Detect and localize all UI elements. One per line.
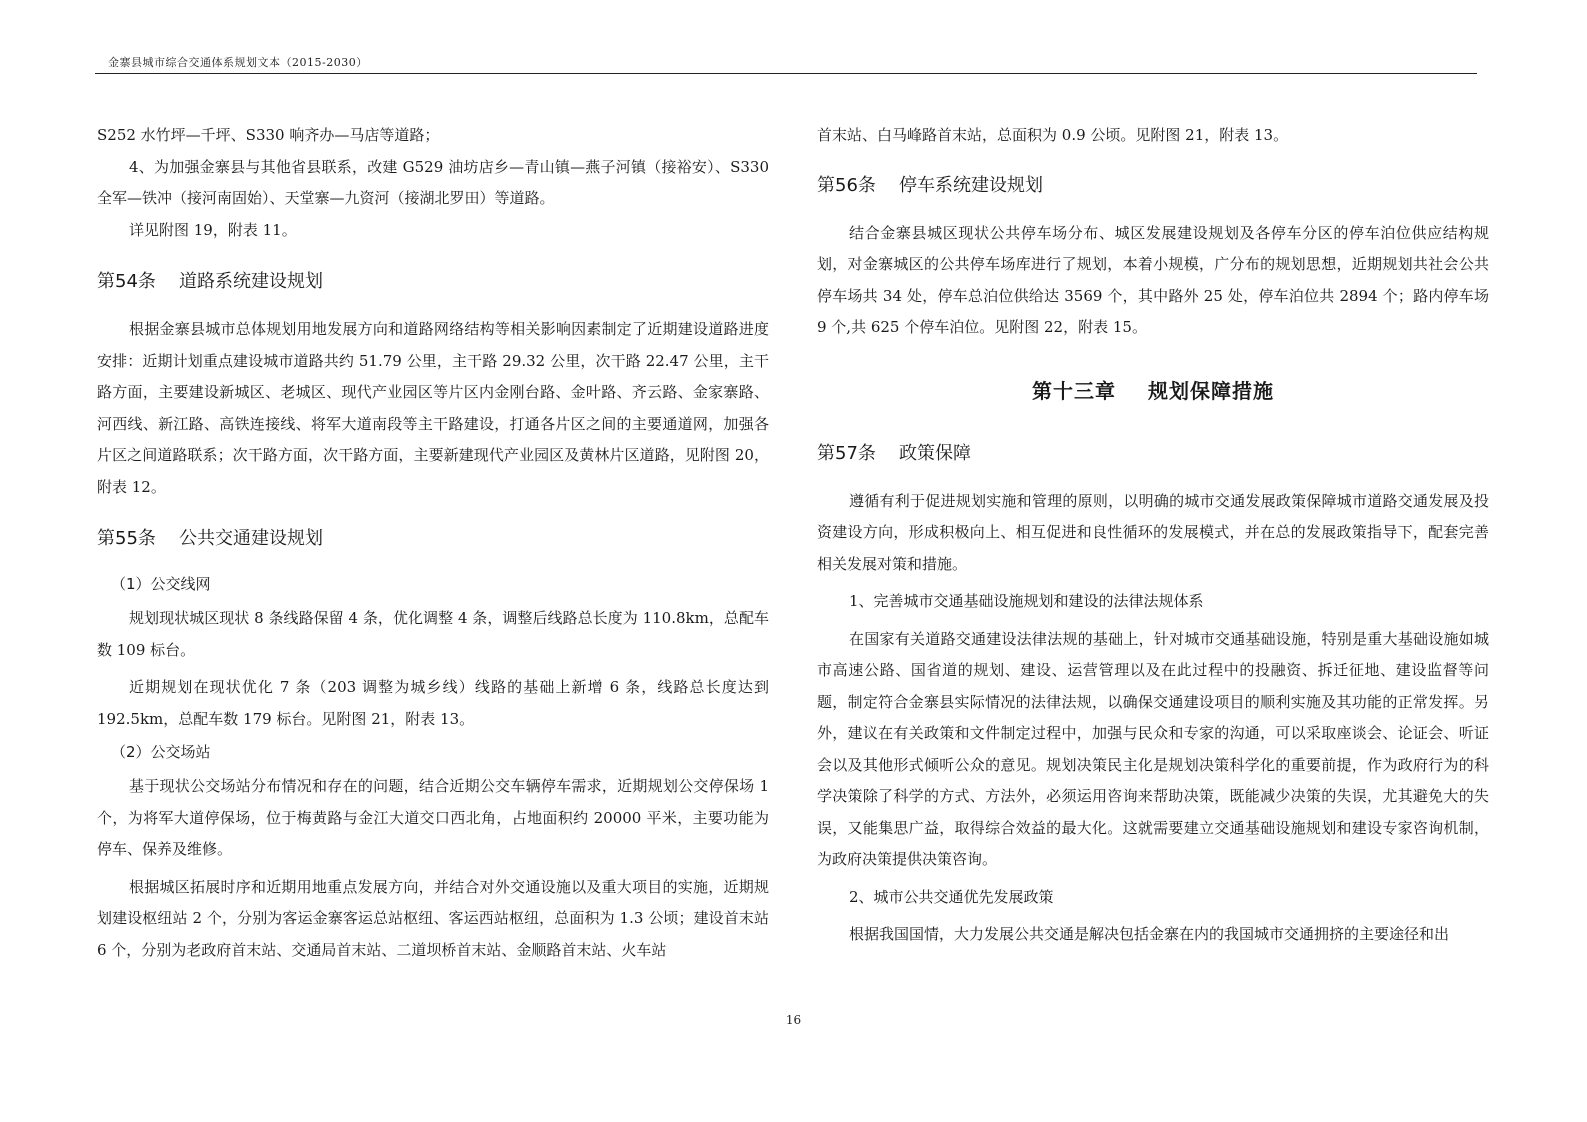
continued-paragraph: S252 水竹坪—千坪、S330 响齐办—马店等道路；	[97, 126, 440, 144]
chapter-13-heading	[817, 376, 1489, 406]
section-55-heading	[97, 525, 769, 553]
section-54-heading	[97, 268, 769, 296]
policy-heading-1: 1、完善城市交通基础设施规划和建设的法律法规体系	[849, 592, 1204, 610]
chapter-title: 规划保障措施	[1148, 378, 1274, 403]
section-57-number: 第57条	[817, 442, 876, 464]
section-56-title: 停车系统建设规划	[899, 174, 1043, 196]
policy-paragraph-1: 在国家有关道路交通建设法律法规的基础上，针对城市交通基础设施，特别是重大基础设施如城市高速公路、国省道的规划、建设、运营管理以及在此过程中的投融资、拆迁征地、建设监督等问题，制定符合金寨县实际情况的法律法规，以确保交通建设项目的顺利实施及其功能的正常发挥。另外，建议在有关政策和文件制定过程中，加强与民众和专家的沟通，可以采取座谈会、论证会、听证会以及其他形式倾听公众的意见。规划决策民主化是规划决策科学化的重要前提，作为政府行为的科学决策除了科学的方式、方法外，必须运用咨询来帮助决策，既能减少决策的失误，尤其避免大的失误，又能集思广益，取得综合效益的最大化。这就需要建立交通基础设施规划和建设专家咨询机制，为政府决策提供决策咨询。	[817, 629, 1489, 868]
section-57-intro: 遵循有利于促进规划实施和管理的原则，以明确的城市交通发展政策保障城市道路交通发展及投资建设方向，形成积极向上、相互促进和良性循环的发展模式，并在总的发展政策指导下，配套完善相关发展对策和措施。	[817, 491, 1489, 573]
chapter-number: 第十三章	[1032, 378, 1116, 403]
section-57-heading	[817, 440, 1489, 468]
right-column	[817, 120, 1489, 951]
left-column	[97, 120, 769, 966]
subsection-bus-stations: （2）公交场站	[111, 743, 211, 761]
bus-network-paragraph-1: 规划现状城区现状 8 条线路保留 4 条，优化调整 4 条，调整后线路总长度为 110.8km，总配车数 109 标台。	[97, 609, 769, 659]
section-54-title: 道路系统建设规划	[179, 271, 323, 292]
bus-network-paragraph-2: 近期规划在现状优化 7 条（203 调整为城乡线）线路的基础上新增 6 条，线路总长度达到 192.5km，总配车数 179 标台。见附图 21，附表 13。	[97, 678, 769, 728]
bus-stations-paragraph-1: 基于现状公交场站分布情况和存在的问题，结合近期公交车辆停车需求，近期规划公交停保场 1 个，为将军大道停保场，位于梅黄路与金江大道交口西北角，占地面积约 20000 平米，主要功能为停车、保养及维修。	[97, 777, 769, 858]
policy-paragraph-2: 根据我国国情，大力发展公共交通是解决包括金寨在内的我国城市交通拥挤的主要途径和出	[849, 925, 1450, 943]
document-header: 金寨县城市综合交通体系规划文本（2015-2030）	[108, 56, 368, 69]
section-55-number: 第55条	[97, 528, 156, 549]
section-56-heading	[817, 172, 1489, 200]
bus-stations-paragraph-2: 根据城区拓展时序和近期用地重点发展方向，并结合对外交通设施以及重大项目的实施，近期规划建设枢纽站 2 个，分别为客运金寨客运总站枢纽、客运西站枢纽，总面积为 1.3 公顷；建设首末站 6 个，分别为老政府首末站、交通局首末站、二道坝桥首末站、金顺路首末站、火车站	[97, 877, 769, 959]
section-56-body: 结合金寨县城区现状公共停车场分布、城区发展建设规划及各停车分区的停车泊位供应结构规划，对金寨城区的公共停车场库进行了规划，本着小规模，广分布的规划思想，近期规划共社会公共停车场共 34 处，停车总泊位供给达 3569 个，其中路外 25 处，停车泊位共 2894 个；路内停车场 9 个,共 625 个停车泊位。见附图 22，附表 15。	[817, 223, 1489, 336]
continued-paragraph: 首末站、白马峰路首末站，总面积为 0.9 公顷。见附图 21，附表 13。	[817, 126, 1289, 144]
section-55-title: 公共交通建设规划	[179, 528, 323, 549]
reference-note: 详见附图 19，附表 11。	[129, 220, 297, 239]
section-56-number: 第56条	[817, 174, 876, 196]
page-number: 16	[785, 1013, 802, 1027]
subsection-bus-network: （1）公交线网	[111, 575, 211, 593]
section-57-title: 政策保障	[899, 442, 971, 464]
section-54-body: 根据金寨县城市总体规划用地发展方向和道路网络结构等相关影响因素制定了近期建设道路进度安排：近期计划重点建设城市道路共约 51.79 公里，主干路 29.32 公里，次干路 22.47 公里，主干路方面，主要建设新城区、老城区、现代产业园区等片区内金刚台路、金叶路、齐云路、金家寨路、河西线、新江路、高铁连接线、将军大道南段等主干路建设，打通各片区之间的主要通道网，加强各片区之间道路联系；次干路方面，次干路方面，主要新建现代产业园区及黄林片区道路，见附图 20，附表 12。	[97, 320, 769, 496]
section-54-number: 第54条	[97, 271, 156, 292]
policy-heading-2: 2、城市公共交通优先发展政策	[849, 887, 1054, 906]
item-4-paragraph: 4、为加强金寨县与其他省县联系，改建 G529 油坊店乡—青山镇—燕子河镇（接裕安）、S330 全军—铁冲（接河南固始）、天堂寨—九资河（接湖北罗田）等道路。	[97, 157, 769, 207]
header-rule	[95, 73, 1477, 74]
